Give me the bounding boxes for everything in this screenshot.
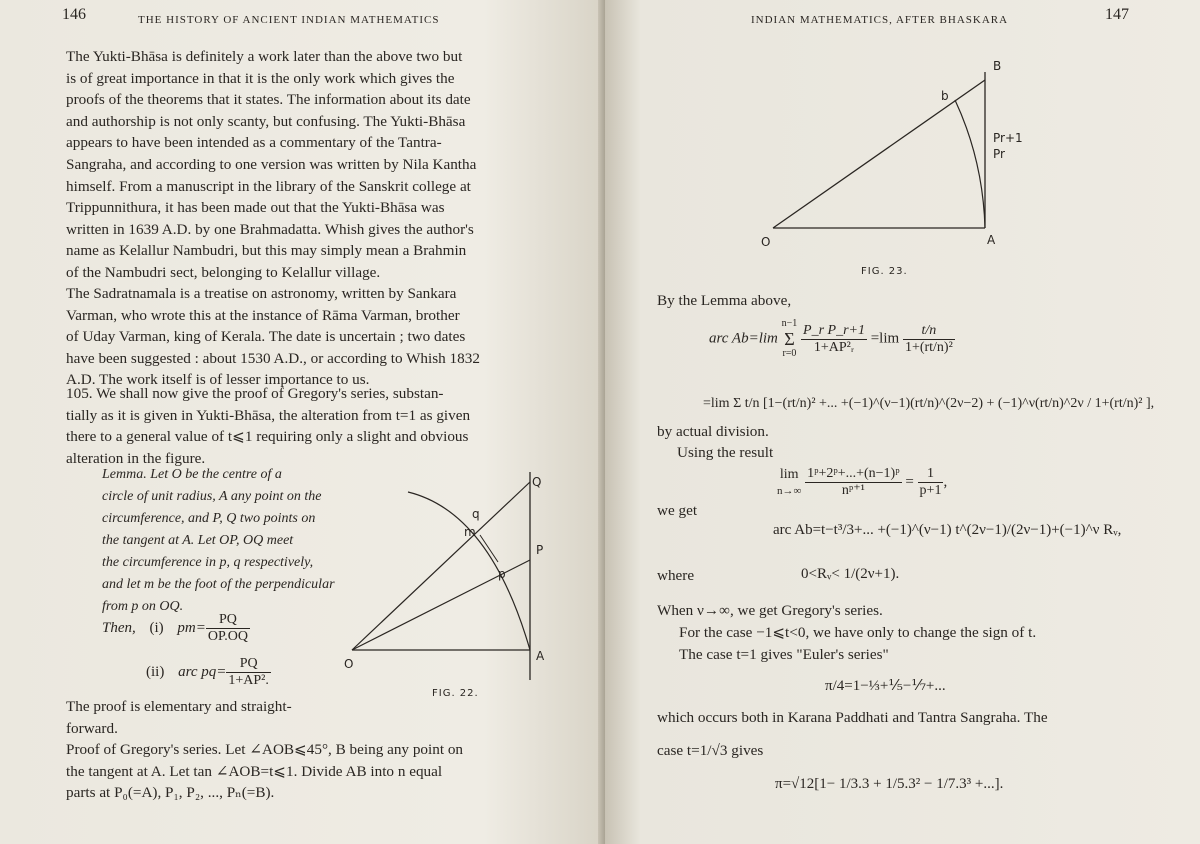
eq1-lhs: arc Ab=lim xyxy=(709,330,778,347)
paragraph-section-105 xyxy=(66,383,546,469)
text-line: circumference, and P, Q two points on xyxy=(102,511,316,526)
text-line: proofs of the theorems that it states. The information about its date xyxy=(66,91,471,109)
equation-expansion: =lim Σ t/n [1−(rt/n)² +... +(−1)^(ν−1)(rt/n)^(2ν−2) + (−1)^ν(rt/n)^2ν / 1+(rt/n)² ], xyxy=(703,396,1155,411)
text-line: of Uday Varman, king of Kerala. The date is uncertain ; two dates xyxy=(66,328,466,346)
where-text: where xyxy=(657,567,695,584)
running-header: INDIAN MATHEMATICS, AFTER BHASKARA xyxy=(751,14,1009,26)
eq1-numerator-2: t/n xyxy=(903,323,955,340)
label-pr: Pr xyxy=(993,147,1005,161)
eq1-mid: =lim xyxy=(870,330,900,347)
text-line: of the Nambudri sect, belonging to Kelallur village. xyxy=(66,263,381,281)
text-line: and authorship is not only scanty, but confusing. The Yukti-Bhāsa xyxy=(66,112,466,130)
perpendicular-pm xyxy=(480,535,498,562)
text-line: name as Kelallur Nambudri, but this may simply mean a Brahmin xyxy=(66,242,467,260)
label-m: m xyxy=(464,525,476,539)
figure-22 xyxy=(340,462,570,702)
equation-euler: π/4=1−⅓+⅕−⅐+... xyxy=(825,678,946,694)
text-line: 105. We shall now give the proof of Gregory's series, substan- xyxy=(66,385,444,402)
actual-division-text: by actual division. xyxy=(657,423,769,440)
limit-denominator: nᵖ⁺¹ xyxy=(841,483,865,498)
paragraph-proof-gregory xyxy=(66,739,546,804)
label-a: A xyxy=(987,233,996,247)
equation-ii xyxy=(146,656,271,689)
text-line: Proof of Gregory's series. Let ∠AOB⩽45°, B being any point on xyxy=(66,741,464,758)
text-line: the tangent at A. Let OP, OQ meet xyxy=(102,533,294,548)
text-line: circle of unit radius, A any point on the xyxy=(102,489,322,504)
text-line: A.D. The work itself is of lesser importance to us. xyxy=(66,371,370,389)
page-number: 146 xyxy=(62,6,86,23)
text-line: have been suggested : about 1530 A.D., or according to Whish 1832 xyxy=(66,349,480,367)
when-line: When ν→∞, we get Gregory's series. xyxy=(657,602,883,619)
text-line: is of great importance in that it is the only work which gives the xyxy=(66,69,455,87)
text-line: alteration in the figure. xyxy=(66,449,206,467)
label-q-upper: Q xyxy=(532,475,542,489)
eq-i-fraction xyxy=(206,612,250,645)
text-line: himself. From a manuscript in the library of the Sanskrit college at xyxy=(66,177,471,195)
label-p-lower: p xyxy=(498,567,506,581)
equation-bound: 0<Rᵥ< 1/(2ν+1). xyxy=(801,566,900,582)
equation-arc-sum xyxy=(709,318,955,360)
line-oq xyxy=(352,482,530,650)
text-line: forward. xyxy=(66,719,118,737)
text-line: there to a general value of t⩽1 requiring only a slight and obvious xyxy=(66,428,469,446)
eq-ii-fraction xyxy=(226,656,271,689)
lemma-statement xyxy=(102,464,334,618)
using-result-text: Using the result xyxy=(677,444,774,461)
eq1-fraction-2 xyxy=(903,323,955,356)
eq1-sup: n−1 xyxy=(781,318,798,329)
equation-final: π=√12[1− 1/3.3 + 1/5.3² − 1/7.3³ +...]. xyxy=(775,776,1004,792)
eq1-numerator: P_r P_r+1 xyxy=(803,322,865,338)
then-label: Then, xyxy=(102,619,136,636)
figure-23-caption: FIG. 23. xyxy=(861,266,908,277)
label-p-upper: P xyxy=(536,543,544,557)
figure-22-caption: FIG. 22. xyxy=(432,688,479,699)
text-line: written in 1639 A.D. by one Brahmadatta. Whish gives the author's xyxy=(66,220,474,238)
we-get-text: we get xyxy=(657,502,698,519)
eq-i-denominator: OP.OQ xyxy=(207,629,248,644)
text-line: the tangent at A. Let tan ∠AOB=t⩽1. Divide AB into n equal xyxy=(66,762,443,780)
eq1-sum-limits xyxy=(782,318,798,360)
label-q-lower: q xyxy=(472,507,480,521)
equation-limit: lim n→∞ $\frac{\text{1ᵖ+2ᵖ+...+(n−1)ᵖ}}{\text{nᵖ⁺¹}}$ = $\frac{1}{p+1}$ , xyxy=(777,466,948,498)
page-number: 147 xyxy=(1105,6,1129,23)
text-line: appears to have been intended as a commentary of the Tantra- xyxy=(66,134,442,152)
eq1-sigma: Σ xyxy=(784,329,795,349)
paragraph-sadratnamala xyxy=(66,283,546,391)
case-line: For the case −1⩽t<0, we have only to change the sign of t. xyxy=(679,624,1037,641)
limit-rhs-numerator: 1 xyxy=(918,466,944,483)
running-header: THE HISTORY OF ANCIENT INDIAN MATHEMATICS xyxy=(138,14,440,26)
eq-i-lhs: pm= xyxy=(177,619,206,636)
eq1-denominator: 1+AP²ᵣ xyxy=(813,339,855,355)
eq-ii-numerator: PQ xyxy=(226,656,271,673)
text-line: Trippunnithura, it has been made out that the Yukti-Bhāsa was xyxy=(66,199,445,217)
eq-i-label: (i) xyxy=(149,619,164,636)
limit-fraction xyxy=(805,466,901,499)
equation-arc-result: arc Ab=t−t³/3+... +(−1)^(ν−1) t^(2ν−1)/(2ν−1)+(−1)^ν Rᵥ, xyxy=(773,522,1122,538)
eq1-sub: r=0 xyxy=(782,348,797,359)
circle-arc xyxy=(408,492,530,650)
text-line: Varman, who wrote this at the instance of Rāma Varman, brother xyxy=(66,306,460,324)
eq-ii-lhs: arc pq= xyxy=(178,663,227,680)
eq-ii-label: (ii) xyxy=(146,663,165,680)
limit-rhs-denominator: p+1 xyxy=(919,483,942,498)
paragraph-yukti-bhasa xyxy=(66,46,546,284)
text-line: Sangraha, and according to one version was written by Nila Kantha xyxy=(66,155,477,173)
text-line: The Sadratnamala is a treatise on astronomy, written by Sankara xyxy=(66,285,457,302)
text-line: Lemma. Let O be the centre of a xyxy=(102,467,282,482)
limit-numerator: 1ᵖ+2ᵖ+...+(n−1)ᵖ xyxy=(807,466,900,481)
case-t-line: case t=1/√3 gives xyxy=(657,742,764,759)
text-line: tially as it is given in Yukti-Bhāsa, the alteration from t=1 as given xyxy=(66,406,471,424)
eq1-fraction xyxy=(801,323,867,356)
line-ob xyxy=(773,80,985,228)
euler-line: The case t=1 gives "Euler's series" xyxy=(679,646,889,663)
lim-label: lim xyxy=(779,466,799,482)
lim-sub: n→∞ xyxy=(777,484,802,497)
figure-23 xyxy=(755,50,1023,250)
equation-i xyxy=(102,612,250,645)
proof-elementary-note xyxy=(66,696,346,739)
eq1-denominator-2: 1+(rt/n)² xyxy=(904,339,953,355)
text-line: from p on OQ. xyxy=(102,599,184,614)
text-line: The Yukti-Bhāsa is definitely a work later than the above two but xyxy=(66,48,463,65)
text-line: the circumference in p, q respectively, xyxy=(102,555,314,570)
occurs-line: which occurs both in Karana Paddhati and Tantra Sangraha. The xyxy=(657,709,1048,726)
eq-ii-denominator: 1+AP². xyxy=(228,673,269,688)
label-b-lower: b xyxy=(941,89,949,103)
right-page xyxy=(605,0,1200,844)
label-pr1: Pr+1 xyxy=(993,131,1023,145)
text-line: and let m be the foot of the perpendicular xyxy=(102,577,335,592)
text-line: parts at P₀(=A), P₁, P₂, ..., Pₙ(=B). xyxy=(66,784,275,802)
limit-tail: , xyxy=(943,473,948,490)
text-line: The proof is elementary and straight- xyxy=(66,698,292,715)
label-a: A xyxy=(536,649,545,663)
label-b-upper: B xyxy=(993,59,1002,73)
by-lemma-text: By the Lemma above, xyxy=(657,292,792,309)
eq-i-numerator: PQ xyxy=(206,612,250,629)
label-o: O xyxy=(344,657,354,671)
limit-rhs-fraction xyxy=(918,466,944,499)
label-o: O xyxy=(761,235,771,249)
limit-operator xyxy=(777,467,801,499)
arc-ab xyxy=(955,100,985,228)
